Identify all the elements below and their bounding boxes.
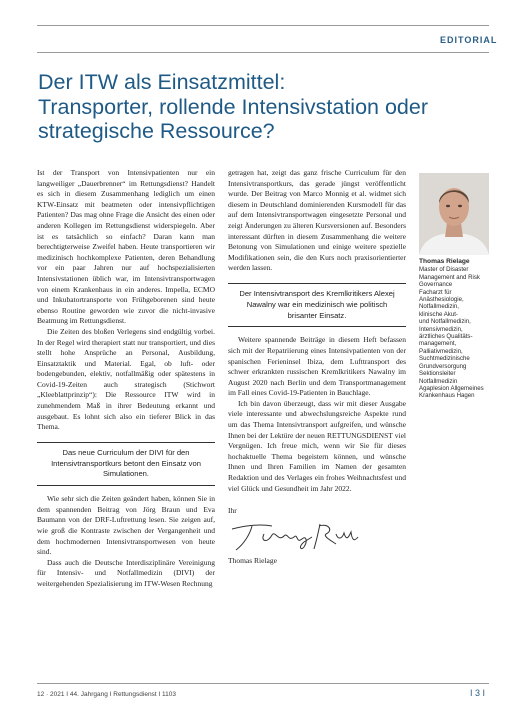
title-line-3: strategische Ressource? xyxy=(38,119,275,143)
bio-line: Master of Disaster xyxy=(419,266,469,274)
title-line-2: Transporter, rollende Intensivstation oder xyxy=(38,94,429,119)
bio-line: Grundversorgung xyxy=(419,362,467,370)
bio-line: ärztliches Qualitäts- xyxy=(419,333,473,341)
author-photo xyxy=(419,173,489,255)
bio-line: Krankenhaus Hagen xyxy=(419,392,475,400)
author-name: Thomas Rielage xyxy=(419,258,470,265)
pull-quote: Das neue Curriculum der DIVI für den Intensivtransportkurs betont den Einsatz von Simulationen. xyxy=(37,442,215,486)
bio-line: Notfallmedizin, xyxy=(419,303,459,311)
section-label: EDITORIAL xyxy=(440,35,498,45)
bio-line: Anästhesiologie, xyxy=(419,296,464,304)
paragraph: Dass auch die Deutsche Interdisziplinäre Vereinigung für Intensiv- und Notfallmedizin (DIVI) der weitergehenden Spezialisierung im ITW-Wesen Rechnung xyxy=(37,557,215,588)
bio-line: management, xyxy=(419,340,457,348)
paragraph: Die Zeiten des bloßen Verlegens sind endgültig vorbei. In der Regel wird therapiert statt nur transportiert, und dies stellt hohe Ansprüche an Personal, Ausbildung, Einsatztaktik und Material. Egal, ob luft- oder bodengebunden, elektiv, notfallmäßig oder spätestens in Covid-19-Zeiten auch strategisch (Stichwort „Kleeblattprinzip“): Die Ressource ITW wird in zunehmendem Maß in ihrer Bedeutung erkannt und ausgebaut. Es lohnt sich also ein tieferer Blick in das Thema. xyxy=(37,326,215,432)
bio-line: Sektionsleiter xyxy=(419,370,456,378)
bio-line: Palliativmedizin, xyxy=(419,347,463,355)
closing: Ihr xyxy=(228,506,237,516)
author-bio xyxy=(419,258,499,400)
pull-quote: Der Intensivtransport des Kremlkritikers Alexej Nawalny war ein medizinisch wie politisch brisanter Einsatz. xyxy=(228,283,406,327)
paragraph: Weitere spannende Beiträge in diesem Heft befassen sich mit der Repatriierung eines Intensivpatienten von der spanischen Ferieninsel Ibiza, dem Lufttransport des schwer erkrankten russischen Kremlkritikers Nawalny im August 2020 nach Berlin und dem Transportmanagement im Fall eines Covid-19-Patienten in Bauchlage. xyxy=(228,335,406,398)
page-number: I 3 I xyxy=(470,688,486,698)
paragraph: Wie sehr sich die Zeiten geändert haben, können Sie in dem spannenden Beitrag von Jörg Braun und Eva Baumann von der DRF-Luftrettung lesen. Sie zeigen auf, wie groß die Kontraste zwischen der Vergangenheit und dem hochmodernen Intensivtransportwesen von heute sind. xyxy=(37,494,215,557)
bio-line: Suchtmedizinische xyxy=(419,355,470,363)
column-2 xyxy=(228,168,406,566)
footer-rule xyxy=(37,683,489,684)
bio-line: Facharzt für xyxy=(419,288,452,296)
bio-line: Management and Risk xyxy=(419,273,480,281)
bio-line: Agaplesion Allgemeines xyxy=(419,384,484,392)
header-rule-bottom xyxy=(37,52,489,53)
footer-issue-info: 12 · 2021 I 44. Jahrgang I Rettungsdienst I 1103 xyxy=(37,691,177,698)
paragraph: getragen hat, zeigt das ganz frische Curriculum für den Intensivtransportkurs, das gerade jüngst veröffentlicht wurde. Der Beitrag von Marco Monnig et al. widmet sich diesem in Deutschland dominierenden Kursmodell für das auf dem Intensivtransportwagen eingesetzte Personal und zeigt Änderungen zu älteren Kursversionen auf. Besonders interessant dürften in diesem Zusammenhang die weitere Betonung von Simulationen und einige weitere spezielle Modifikationen sein, die den Kurs noch praxisorientierter werden lassen. xyxy=(228,168,406,273)
bio-line: klinische Akut- xyxy=(419,310,458,318)
bio-line: und Notfallmedizin, xyxy=(419,318,471,326)
signature-block xyxy=(228,506,406,566)
bio-line: Governance xyxy=(419,281,453,289)
paragraph: Ist der Transport von Intensivpatienten nur ein langweiliger „Dauerbrenner“ im Rettungsdienst? Handelt es sich in diesem Zusammenhang lediglich um einen KTW-Einsatz mit beatmeten oder intensivpflichtigen Patienten? Das mag ohne Frage die Ansicht des einen oder anderen Kollegen im Rettungsdienst widerspiegeln. Aber ist es tatsächlich so einfach? Daran kann man berechtigterweise Zweifel haben. Heute transportieren wir medizinisch hochkomplexe Patienten, deren Behandlung vor ein paar Jahren nur auf hochspezialisierten Intensivstationen üblich war, im Intensivtransportwagen von einem Krankenhaus in ein anderes. Impella, ECMO und Inkubatortransporte von Frühgeborenen sind heute ebenso Routine geworden wie zuvor die nicht-invasive Beatmung im Rettungsdienst. xyxy=(37,168,215,326)
paragraph: Ich bin davon überzeugt, dass wir mit dieser Ausgabe viele interessante und abwechslungsreiche Aspekte rund um das Thema Intensivtransport aufgreifen, und wünsche Ihnen bei der Lektüre der neuen RETTUNGSDIENST viel Vergnügen. Ich freue mich, wenn wir Sie für dieses hochaktuelle Thema begeistern können, und wünsche Ihnen und Ihren Familien im Namen der gesamten Redaktion und des Verlages ein frohes Weihnachtsfest und viel Glück und Gesundheit im Jahr 2022. xyxy=(228,398,406,493)
title-line-1: Der ITW als Einsatzmittel: xyxy=(38,70,286,94)
article-title xyxy=(38,70,498,144)
signature-name: Thomas Rielage xyxy=(228,555,277,565)
column-1 xyxy=(37,168,215,590)
bio-line: Notfallmedizin xyxy=(419,377,458,385)
handwritten-signature xyxy=(228,520,363,552)
bio-line: Intensivmedizin, xyxy=(419,325,463,333)
header-rule-top xyxy=(37,25,489,26)
